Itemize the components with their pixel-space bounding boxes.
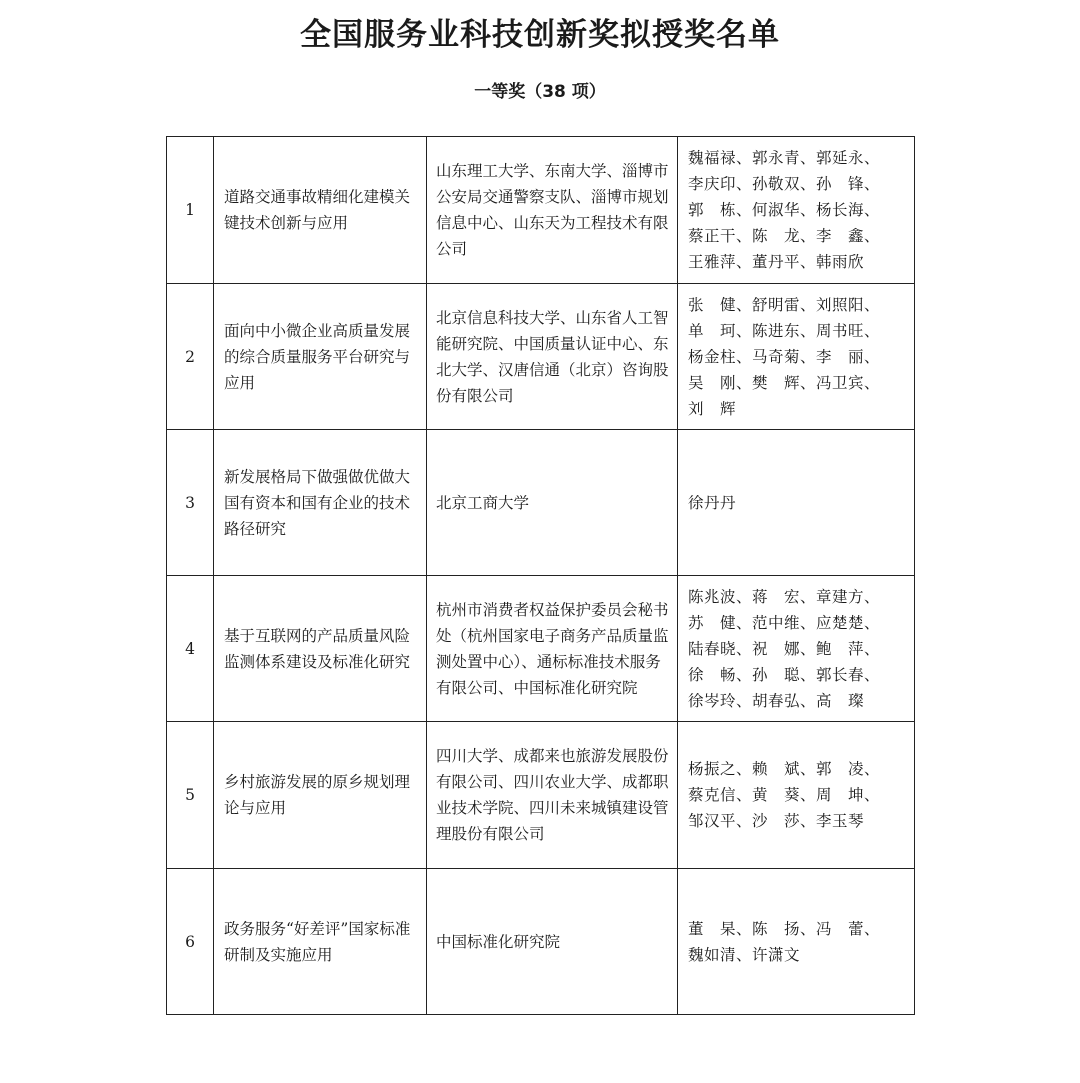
project-name: 面向中小微企业高质量发展的综合质量服务平台研究与应用 bbox=[214, 284, 427, 430]
row-number: 5 bbox=[167, 722, 214, 869]
project-name: 政务服务“好差评”国家标准研制及实施应用 bbox=[214, 869, 427, 1015]
table-row bbox=[167, 722, 915, 869]
table-row bbox=[167, 284, 915, 430]
completing-units: 杭州市消费者权益保护委员会秘书处（杭州国家电子商务产品质量监测处置中心）、通标标准技术服务有限公司、中国标准化研究院 bbox=[427, 576, 678, 722]
table-row bbox=[167, 869, 915, 1015]
completing-people: 魏福禄、郭永青、郭延永、 李庆印、孙敬双、孙 锋、 郭 栋、何淑华、杨长海、 蔡正干、陈 龙、李 鑫、 王雅萍、董丹平、韩雨欣 bbox=[678, 137, 915, 284]
row-number: 2 bbox=[167, 284, 214, 430]
award-level-heading: 一等奖（38 项） bbox=[474, 82, 606, 102]
completing-people: 杨振之、赖 斌、郭 凌、 蔡克信、黄 葵、周 坤、 邹汉平、沙 莎、李玉琴 bbox=[678, 722, 915, 869]
row-number: 1 bbox=[167, 137, 214, 284]
award-table bbox=[166, 136, 915, 1015]
completing-people: 徐丹丹 bbox=[678, 430, 915, 576]
completing-units: 北京信息科技大学、山东省人工智能研究院、中国质量认证中心、东北大学、汉唐信通（北京）咨询股份有限公司 bbox=[427, 284, 678, 430]
row-number: 3 bbox=[167, 430, 214, 576]
project-name: 新发展格局下做强做优做大国有资本和国有企业的技术路径研究 bbox=[214, 430, 427, 576]
completing-people: 董 杲、陈 扬、冯 蕾、 魏如清、许潇文 bbox=[678, 869, 915, 1015]
completing-people: 陈兆波、蒋 宏、章建方、 苏 健、范中维、应楚楚、 陆春晓、祝 娜、鲍 萍、 徐 畅、孙 聪、郭长春、 徐岑玲、胡春弘、高 璨 bbox=[678, 576, 915, 722]
table-row bbox=[167, 576, 915, 722]
completing-units: 四川大学、成都来也旅游发展股份有限公司、四川农业大学、成都职业技术学院、四川未来城镇建设管理股份有限公司 bbox=[427, 722, 678, 869]
completing-units: 山东理工大学、东南大学、淄博市公安局交通警察支队、淄博市规划信息中心、山东天为工程技术有限公司 bbox=[427, 137, 678, 284]
page-title: 全国服务业科技创新奖拟授奖名单 bbox=[300, 17, 780, 53]
project-name: 基于互联网的产品质量风险监测体系建设及标准化研究 bbox=[214, 576, 427, 722]
completing-units: 中国标准化研究院 bbox=[427, 869, 678, 1015]
project-name: 道路交通事故精细化建模关键技术创新与应用 bbox=[214, 137, 427, 284]
table-row bbox=[167, 137, 915, 284]
project-name: 乡村旅游发展的原乡规划理论与应用 bbox=[214, 722, 427, 869]
row-number: 4 bbox=[167, 576, 214, 722]
table-row bbox=[167, 430, 915, 576]
row-number: 6 bbox=[167, 869, 214, 1015]
completing-units: 北京工商大学 bbox=[427, 430, 678, 576]
completing-people: 张 健、舒明雷、刘照阳、 单 珂、陈进东、周书旺、 杨金柱、马奇菊、李 丽、 吴 刚、樊 辉、冯卫宾、 刘 辉 bbox=[678, 284, 915, 430]
